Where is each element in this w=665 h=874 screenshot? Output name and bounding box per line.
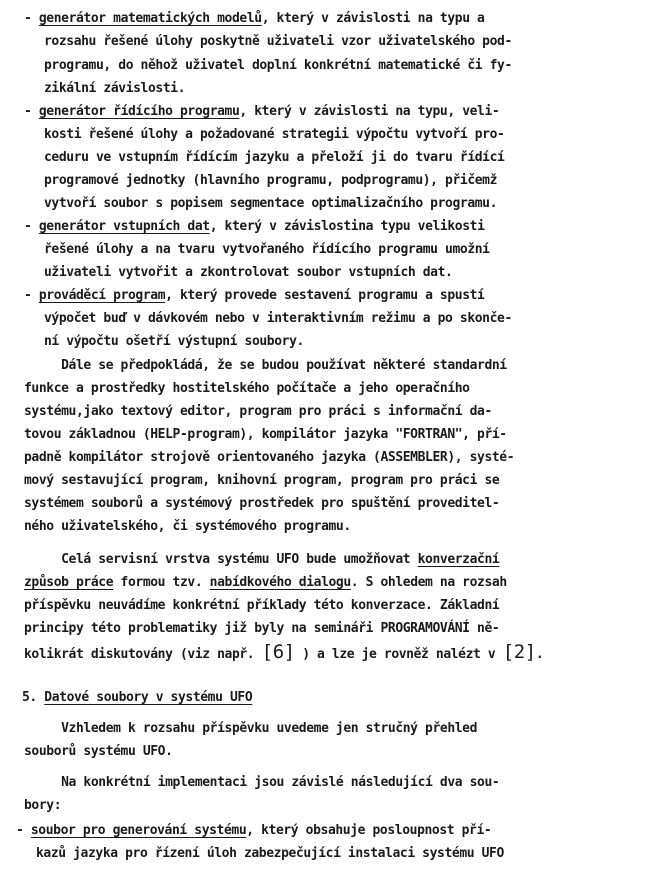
citation-ref: [2] (502, 641, 536, 663)
text-line: ní výpočtu ošetří výstupní soubory. (44, 334, 304, 349)
text-line: rozsahu řešené úlohy poskytně uživateli vzor uživatelského pod- (44, 34, 512, 49)
text-span: kolikrát diskutovány (viz např. (24, 647, 262, 662)
text-line: kazů jazyka pro řízení úloh zabezpečující instalaci systému UFO (36, 846, 504, 861)
text-line: , který v závislostina typu velikosti (209, 219, 485, 234)
paragraph-line: Na konkrétní implementaci jsou závislé následující dva sou- (24, 775, 500, 790)
term-underlined: prováděcí program (38, 288, 166, 303)
paragraph-line: ného uživatelského, či systémového programu. (24, 519, 351, 534)
paragraph-line (24, 572, 507, 594)
text-span: . (535, 647, 544, 662)
paragraph-line: funkce a prostředky hostitelského počítače a jeho operačního (24, 381, 470, 396)
text-line: programové jednotky (hlavního programu, podprogramu), přičemž (44, 173, 498, 188)
section-heading (22, 687, 252, 709)
paragraph-line: bory: (24, 798, 62, 813)
list-dash: - (16, 823, 24, 838)
text-line: , který v závislosti na typu a (261, 11, 485, 26)
paragraph-line: příspěvku neuvádíme konkrétní příklady této konverzace. Základní (24, 598, 500, 613)
text-span: formou tzv. (113, 575, 210, 590)
section-title: Datové soubory v systému UFO (44, 690, 253, 705)
text-span: , který obsahuje posloupnost pří- (246, 823, 492, 838)
paragraph-line: principy této problematiky již byly na semináři PROGRAMOVÁNÍ ně- (24, 621, 500, 636)
text-line: zikální závislosti. (44, 81, 186, 96)
section-number: 5. (22, 690, 37, 705)
term-underlined: konverzační (417, 552, 500, 567)
text-span: . S ohledem na rozsah (350, 575, 507, 590)
list-item-generator-programu (24, 101, 499, 123)
term-underlined: generátor řídícího programu (38, 104, 240, 119)
term-underlined: soubor pro generování systému (30, 823, 247, 838)
text-span: Celá servisní vrstva systému UFO bude umožňovat (24, 552, 418, 567)
text-line: kosti řešené úlohy a požadované strategii výpočtu vytvoří pro- (44, 127, 505, 142)
term-underlined: generátor matematických modelů (38, 11, 262, 26)
term-underlined: nabídkového dialogu (209, 575, 351, 590)
text-line: výpočet buď v dávkovém nebo v interaktivním režimu a po skonče- (44, 311, 512, 326)
list-dash: - (24, 288, 32, 303)
text-line: uživateli vytvořit a zkontrolovat soubor vstupních dat. (44, 265, 453, 280)
paragraph-line: systému,jako textový editor, program pro práci s informační da- (24, 404, 492, 419)
list-item-generator-modelu (24, 8, 485, 30)
text-line: vytvoří soubor s popisem segmentace optimalizačního programu. (44, 196, 498, 211)
text-line: , který v závislosti na typu, veli- (239, 104, 500, 119)
paragraph-line: systémem souborů a systémový prostředek pro spuštění proveditel- (24, 496, 500, 511)
text-span: ) a lze je rovněž nalézt v (294, 647, 503, 662)
text-line: ceduru ve vstupním řídícím jazyku a přeloží ji do tvaru řídící (44, 150, 505, 165)
list-dash: - (24, 11, 32, 26)
term-underlined: generátor vstupních dat (38, 219, 210, 234)
paragraph-line (24, 641, 543, 663)
paragraph-line: souborů systému UFO. (24, 744, 173, 759)
paragraph-line (24, 549, 499, 571)
paragraph-line: tovou základnou (HELP-program), kompilátor jazyka "FORTRAN", pří- (24, 427, 507, 442)
paragraph-line: padně kompilátor strojově orientovaného jazyka (ASSEMBLER), systé- (24, 450, 515, 465)
paragraph-line: Vzhledem k rozsahu příspěvku uvedeme jen stručný přehled (24, 721, 478, 736)
list-dash: - (24, 219, 32, 234)
paragraph-line: Dále se předpokládá, že se budou používat některé standardní (24, 358, 507, 373)
list-item-provadeci-program (24, 285, 485, 307)
text-line: , který provede sestavení programu a spustí (165, 288, 485, 303)
paragraph-line: mový sestavující program, knihovní program, program pro práci se (24, 473, 500, 488)
citation-ref: [6] (261, 641, 295, 663)
term-underlined: způsob práce (24, 575, 114, 590)
text-line: programu, do něhož uživatel doplní konkrétní matematické či fy- (44, 58, 512, 73)
list-item-generator-dat (24, 216, 485, 238)
list-item-soubor-generovani (16, 820, 491, 842)
text-line: řešené úlohy a na tvaru vytvořaného řídícího programu umožní (44, 242, 490, 257)
list-dash: - (24, 104, 32, 119)
